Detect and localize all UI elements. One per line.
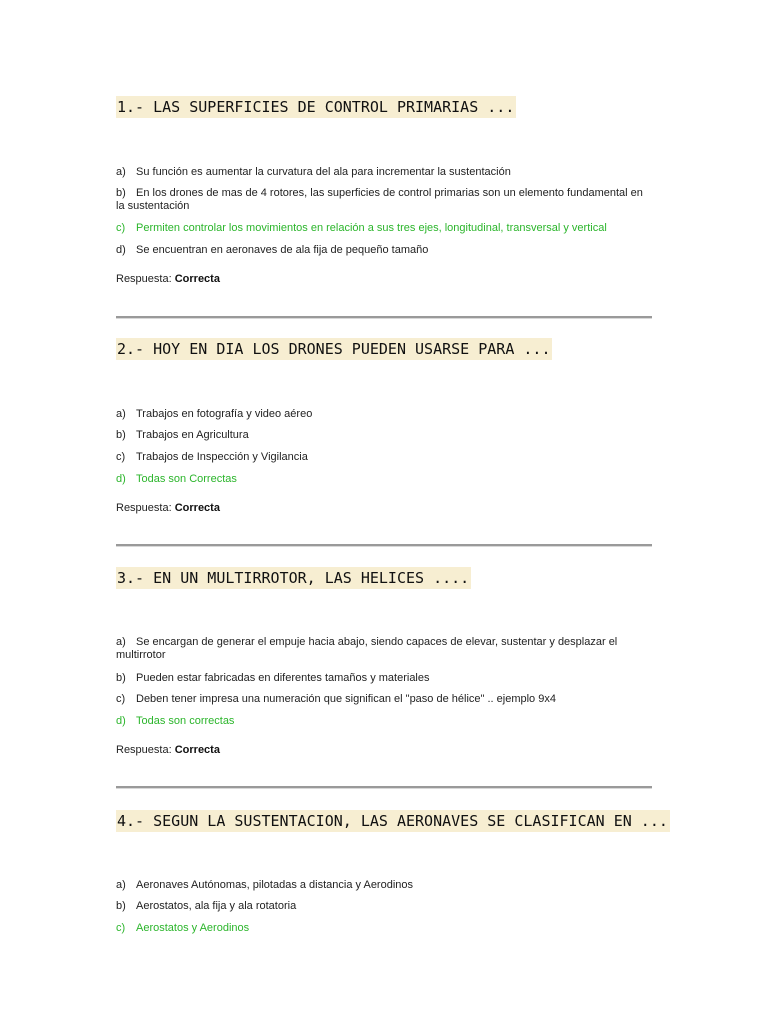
answer-result: Correcta	[174, 744, 220, 756]
question-3	[116, 567, 652, 589]
option-b: b) En los drones de mas de 4 rotores, las superficies de control primarias son un elemento fundamental en la sustentación	[116, 187, 643, 212]
question-4	[116, 810, 668, 832]
option-c-correct: c) Aerostatos y Aerodinos	[116, 922, 250, 934]
answer-line: Respuesta: Correcta	[116, 744, 220, 756]
answer-result: Correcta	[174, 502, 220, 514]
option-c-correct: c) Permiten controlar los movimientos en relación a sus tres ejes, longitudinal, transversal y vertical	[116, 222, 607, 234]
divider	[116, 544, 652, 547]
option-a: a) Su función es aumentar la curvatura del ala para incrementar la sustentación	[116, 166, 511, 178]
divider	[116, 786, 652, 789]
option-d-correct: d) Todas son Correctas	[116, 473, 237, 485]
answer-line: Respuesta: Correcta	[116, 502, 220, 514]
question-title: 2.- HOY EN DIA LOS DRONES PUEDEN USARSE PARA ...	[117, 340, 551, 358]
question-title: 3.- EN UN MULTIRROTOR, LAS HELICES ....	[117, 569, 470, 587]
option-a: a) Aeronaves Autónomas, pilotadas a distancia y Aerodinos	[116, 879, 414, 891]
question-2	[116, 338, 652, 360]
answer-result: Correcta	[174, 273, 220, 285]
question-1	[116, 96, 652, 118]
question-title: 4.- SEGUN LA SUSTENTACION, LAS AERONAVES SE CLASIFICAN EN ...	[117, 812, 668, 830]
option-d: d) Se encuentran en aeronaves de ala fija de pequeño tamaño	[116, 244, 429, 256]
option-d-correct: d) Todas son correctas	[116, 715, 235, 727]
option-c: c) Trabajos de Inspección y Vigilancia	[116, 451, 308, 463]
divider	[116, 316, 652, 319]
option-a: a) Trabajos en fotografía y video aéreo	[116, 408, 313, 420]
option-a: a) Se encargan de generar el empuje hacia abajo, siendo capaces de elevar, sustentar y desplazar el multirrotor	[116, 636, 618, 661]
option-b: b) Aerostatos, ala fija y ala rotatoria	[116, 900, 297, 912]
option-b: b) Trabajos en Agricultura	[116, 429, 249, 441]
option-c: c) Deben tener impresa una numeración que significan el "paso de hélice" .. ejemplo 9x4	[116, 693, 556, 705]
option-b: b) Pueden estar fabricadas en diferentes tamaños y materiales	[116, 672, 430, 684]
answer-line: Respuesta: Correcta	[116, 273, 220, 285]
question-title: 1.- LAS SUPERFICIES DE CONTROL PRIMARIAS ...	[117, 98, 515, 116]
